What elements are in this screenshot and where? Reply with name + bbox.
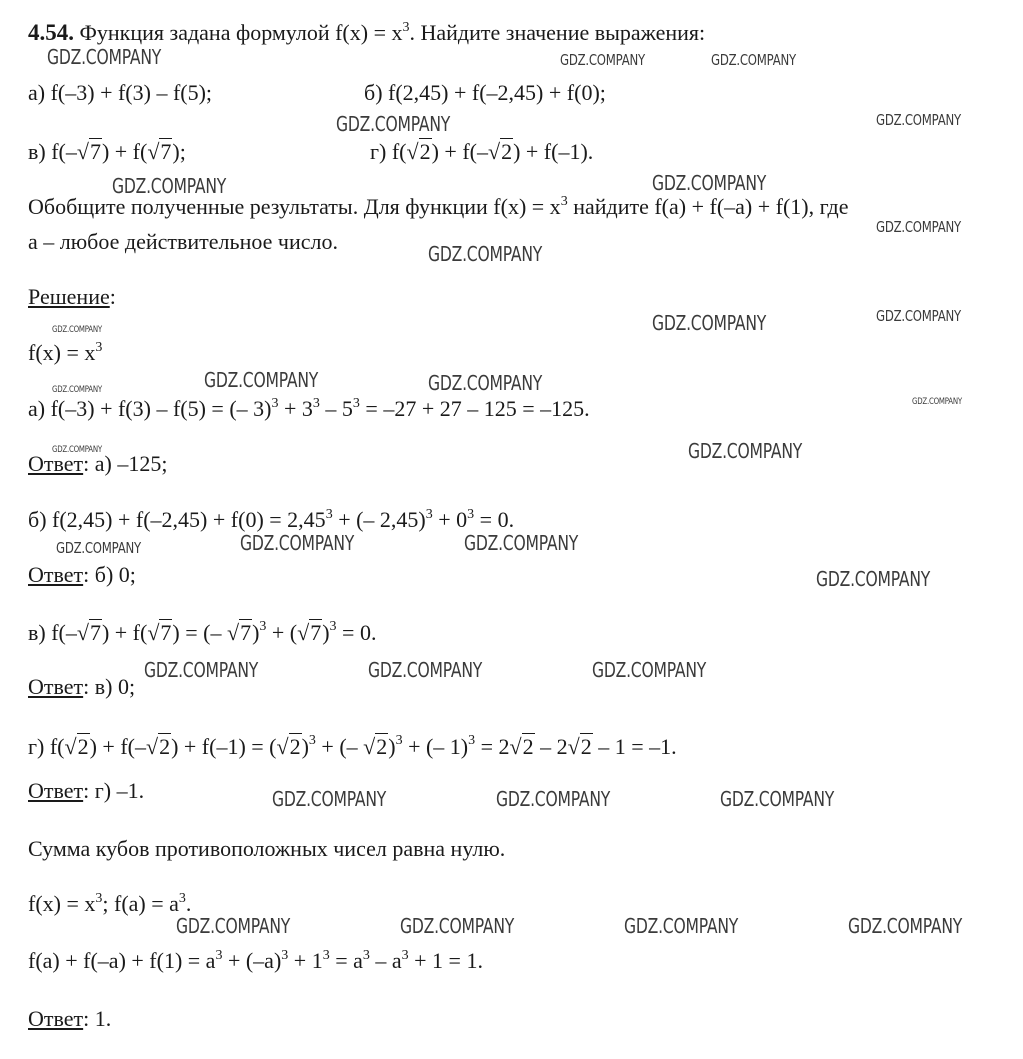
watermark: GDZ.COMPANY xyxy=(560,51,645,69)
final-equation: $f(a) + f(-a) + f(1) = a^3 + (-a)^3 + 1^3 = a^3 - a^3 + 1 = 1$. xyxy=(28,948,483,973)
watermark: GDZ.COMPANY xyxy=(848,914,963,938)
watermark: GDZ.COMPANY xyxy=(876,218,961,236)
watermark: GDZ.COMPANY xyxy=(592,658,707,682)
watermark: GDZ.COMPANY xyxy=(652,171,767,195)
sqrt-7: √7 xyxy=(76,620,101,645)
sqrt-7: √7 xyxy=(226,620,252,645)
watermark: GDZ.COMPANY xyxy=(428,371,543,395)
watermark: GDZ.COMPANY xyxy=(52,325,102,335)
solution-g: г) $f(√2) + f(-√2) + f(-1) = (√2)^3$ + (– √2)$^3$ + (– 1)$^3$ = 2√2 – 2√2 – 1 = –1. xyxy=(28,733,677,759)
task-a: а) f(–3) + f(3) – f(5); xyxy=(28,80,213,105)
answer-a: Ответ: а) –125; xyxy=(28,451,168,476)
answer-g: Ответ: г) –1. xyxy=(28,778,145,803)
sqrt-2: √2 xyxy=(509,734,534,759)
watermark: GDZ.COMPANY xyxy=(428,242,543,266)
watermark: GDZ.COMPANY xyxy=(56,539,141,557)
watermark: GDZ.COMPANY xyxy=(144,658,259,682)
watermark: GDZ.COMPANY xyxy=(464,531,579,555)
watermark: GDZ.COMPANY xyxy=(816,567,931,591)
watermark: GDZ.COMPANY xyxy=(624,914,739,938)
watermark: GDZ.COMPANY xyxy=(876,111,961,129)
sum-statement: Сумма кубов противоположных чисел равна нулю. xyxy=(28,836,506,861)
solution-b: б) $f(2,45) + f(-2,45) + f(0) = 2,45^3$ + (– $2,45)^3 + 0^3 = 0$. xyxy=(28,507,515,532)
task-v: в) f(–√7) + f(√7); xyxy=(28,139,186,164)
answer-b: Ответ: б) 0; xyxy=(28,562,136,587)
sqrt-2: √2 xyxy=(363,734,388,759)
watermark: GDZ.COMPANY xyxy=(912,397,962,407)
function-def: $f(x) = x^3$ xyxy=(28,340,103,365)
task-g: г) f(√2) + f(–√2) + f(–1). xyxy=(370,139,594,164)
generalize-text-1: Обобщите полученные результаты. Для функции $f(x) = x^3$ найдите f(a) + f(–a) + f(1), где xyxy=(28,194,849,219)
watermark: GDZ.COMPANY xyxy=(688,439,803,463)
answer-v: Ответ: в) 0; xyxy=(28,674,136,699)
solution-heading: Решение: xyxy=(28,284,116,309)
solution-a: а) f(–3) + f(3) – f(5) = (– $3)^3 + 3^3 - 5^3 = -27 + 27 - 125 = -125$. xyxy=(28,396,590,421)
sqrt-2: √2 xyxy=(276,734,301,759)
watermark: GDZ.COMPANY xyxy=(400,914,515,938)
problem-statement: 4.54. Функция задана формулой $f(x) = x^3$. Найдите значение выражения: xyxy=(28,20,706,45)
watermark: GDZ.COMPANY xyxy=(368,658,483,682)
watermark: GDZ.COMPANY xyxy=(876,307,961,325)
task-b: б) f(2,45) + f(–2,45) + f(0); xyxy=(364,80,606,105)
watermark: GDZ.COMPANY xyxy=(52,445,102,455)
answer-final: Ответ: 1. xyxy=(28,1006,112,1031)
sqrt-7: √7 xyxy=(76,139,101,164)
sqrt-2: √2 xyxy=(567,734,592,759)
watermark: GDZ.COMPANY xyxy=(720,787,835,811)
sqrt-7: √7 xyxy=(147,620,172,645)
watermark: GDZ.COMPANY xyxy=(272,787,387,811)
watermark: GDZ.COMPANY xyxy=(240,531,355,555)
sqrt-2: √2 xyxy=(406,139,431,164)
watermark: GDZ.COMPANY xyxy=(47,45,162,69)
problem-number: 4.54. xyxy=(28,20,74,45)
watermark: GDZ.COMPANY xyxy=(336,112,451,136)
watermark: GDZ.COMPANY xyxy=(176,914,291,938)
watermark: GDZ.COMPANY xyxy=(204,368,319,392)
sqrt-2: √2 xyxy=(145,734,171,759)
watermark: GDZ.COMPANY xyxy=(496,787,611,811)
sqrt-7: √7 xyxy=(147,139,172,164)
watermark: GDZ.COMPANY xyxy=(52,385,102,395)
sqrt-2: √2 xyxy=(64,734,89,759)
solution-v: в) f(–√7) + f(√7) = (– $√7)^3 + (√7)^3 = 0$. xyxy=(28,619,377,645)
watermark: GDZ.COMPANY xyxy=(711,51,796,69)
watermark: GDZ.COMPANY xyxy=(652,311,767,335)
sqrt-2: √2 xyxy=(487,139,513,164)
function-def-2: $f(x) = x^3$; $f(a) = a^3$. xyxy=(28,891,192,916)
watermark: GDZ.COMPANY xyxy=(112,174,227,198)
sqrt-7: √7 xyxy=(297,620,322,645)
generalize-text-2: a – любое действительное число. xyxy=(28,229,338,254)
